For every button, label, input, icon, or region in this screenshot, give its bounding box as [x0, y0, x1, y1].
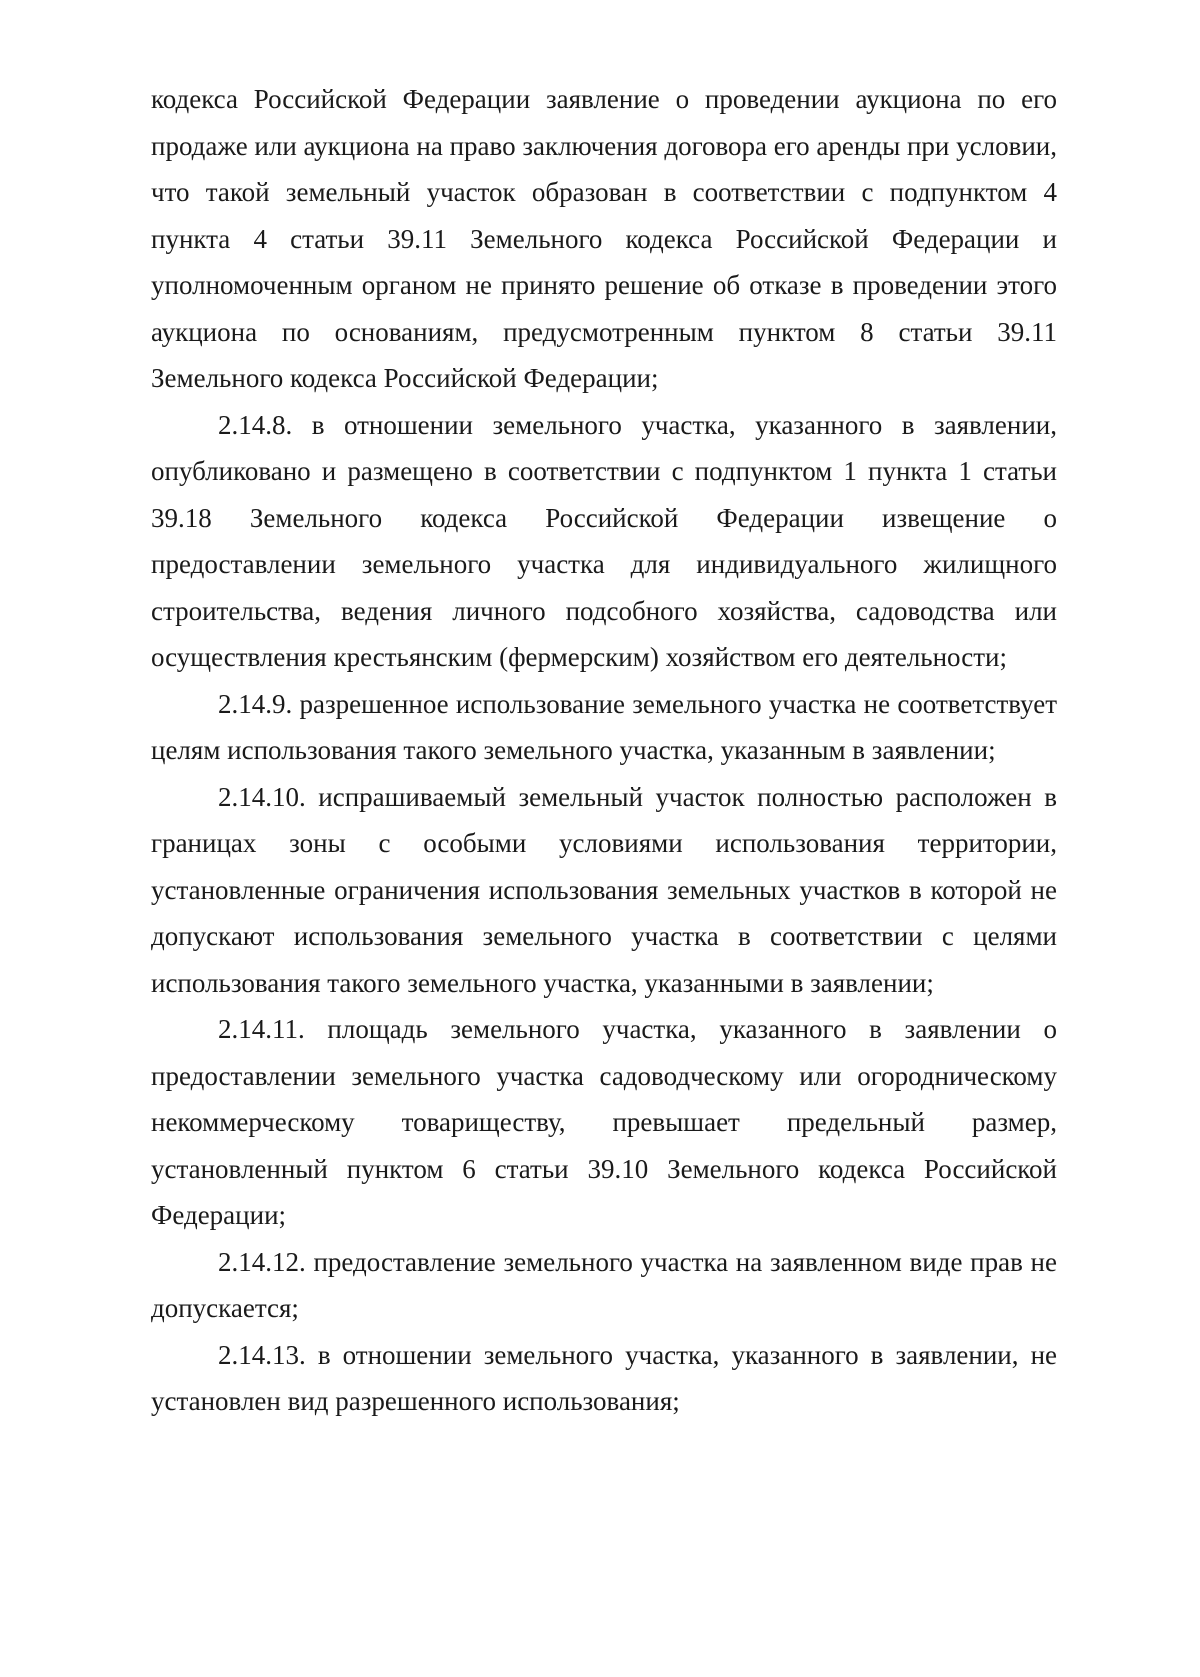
paragraph-2-14-10: 2.14.10. испрашиваемый земельный участок полностью расположен в границах зоны с особыми условиями использования территории, установленные ограничения использования земельных участков в которой не допускают использования земельного участка в соответствии с целями использования такого земельного участка, указанными в заявлении;: [151, 781, 1057, 998]
paragraph-2-14-9: 2.14.9. разрешенное использование земельного участка не соответствует целям использования такого земельного участка, указанным в заявлении;: [151, 688, 1057, 765]
document-body: [151, 76, 1057, 1425]
paragraph-2-14-13: 2.14.13. в отношении земельного участка, указанного в заявлении, не установлен вид разрешенного использования;: [151, 1339, 1057, 1416]
paragraph-2-14-12: 2.14.12. предоставление земельного участка на заявленном виде прав не допускается;: [151, 1246, 1057, 1323]
paragraph-continuation: кодекса Российской Федерации заявление о проведении аукциона по его продаже или аукциона на право заключения договора его аренды при условии, что такой земельный участок образован в соответствии с подпунктом 4 пункта 4 статьи 39.11 Земельного кодекса Российской Федерации и уполномоченным органом не принято решение об отказе в проведении этого аукциона по основаниям, предусмотренным пунктом 8 статьи 39.11 Земельного кодекса Российской Федерации;: [151, 84, 1057, 393]
paragraph-2-14-11: 2.14.11. площадь земельного участка, указанного в заявлении о предоставлении земельного участка садоводческому или огородническому некоммерческому товариществу, превышает предельный размер, установленный пунктом 6 статьи 39.10 Земельного кодекса Российской Федерации;: [151, 1014, 1057, 1230]
paragraph-2-14-8: 2.14.8. в отношении земельного участка, указанного в заявлении, опубликовано и размещено в соответствии с подпунктом 1 пункта 1 статьи 39.18 Земельного кодекса Российской Федерации извещение о предоставлении земельного участка для индивидуального жилищного строительства, ведения личного подсобного хозяйства, садоводства или осуществления крестьянским (фермерским) хозяйством его деятельности;: [151, 409, 1057, 672]
